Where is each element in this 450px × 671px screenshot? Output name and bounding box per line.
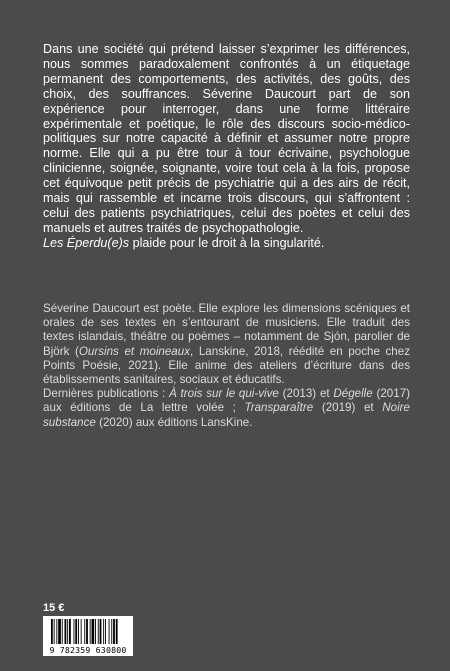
blurb-paragraph: Dans une société qui prétend laisser s’exprimer les différences, nous sommes paradoxalement confrontés à un étiquetage permanent des comportements, des activités, des goûts, des choix, des souffrances. Séverine Daucourt part de son expérience pour interroger, dans une forme littéraire expérimentale et poétique, le rôle des discours socio-médico-politiques sur notre capacité à définir et assumer notre propre norme. Elle qui a pu être tour à tour écrivaine, psychologue clinicienne, soignée, soignante, voire tout cela à la fois, propose cet équivoque petit précis de psychiatrie qui a des airs de récit, mais qui rassemble et incarne trois discours, qui s’affrontent : celui des patients psychiatriques, celui des poètes et celui des manuels et autres traités de psychopathologie. [43,42,410,235]
book-title: Les Éperdu(e)s [43,235,130,250]
barcode-bar [67,619,68,644]
author-bio [43,302,410,430]
blurb-closing [43,236,410,251]
barcode-bar [78,619,79,644]
isbn-number: 9 782359 630800 [49,645,127,655]
barcode-bar [116,619,118,644]
barcode-bar [62,619,63,644]
barcode-bar [105,619,106,644]
barcode-bar [75,619,77,644]
barcode-bar [98,619,99,644]
publication-title: Noire substance [43,401,410,429]
barcode-bar [58,619,61,644]
barcode-bar [90,619,91,644]
publications-text: (2017) aux éditions de La lettre volée ; [43,387,411,415]
bio-text: Séverine Daucourt est poète. Elle explore les dimensions scéniques et orales de ses textes en s’entourant de musiciens. Elle traduit des textes islandais, théâtre ou poèmes – notamment de Sjón, parolier de Björk ( [43,302,410,358]
barcode-bar [81,619,82,644]
publication-title: Dégelle [333,387,373,401]
price-label: 15 € [43,602,65,614]
barcode-bar [65,619,67,644]
barcode-bar [113,619,115,644]
publications-text: (2013) et [278,387,334,401]
barcode-bar [92,619,95,644]
publications-text: (2019) et [313,401,383,415]
isbn-barcode [43,616,133,656]
bio-text: , Lanskine, 2018, réédité en poche chez Points Poésie, 2021). Elle anime des ateliers d’écriture dans des établissements sanitaires, sociaux et éducatifs. [43,344,410,387]
publications-paragraph [43,387,410,430]
barcode-bar [86,619,88,644]
barcode-bar [51,619,53,644]
barcode-bar [103,619,104,644]
barcode-bars [43,616,133,646]
barcode-bar [74,619,75,644]
publication-title: À trois sur le qui-vive [169,387,279,401]
barcode-bar [109,619,110,644]
barcode-bar [69,619,71,644]
publication-title: Transparaître [244,401,314,415]
book-blurb [43,42,410,251]
barcode-bar [84,619,85,644]
barcode-bar [56,619,57,644]
barcode-bar [100,619,102,644]
barcode-bar [95,619,96,644]
barcode-bar [54,619,55,644]
bio-title: Oursins et moineaux [78,344,191,358]
publications-text: Dernières publications : [43,387,170,401]
blurb-closing-text: plaide pour le droit à la singularité. [129,235,325,250]
bio-paragraph [43,302,410,387]
publications-text: (2020) aux éditions LansKine. [95,415,253,429]
barcode-bar [111,619,112,644]
